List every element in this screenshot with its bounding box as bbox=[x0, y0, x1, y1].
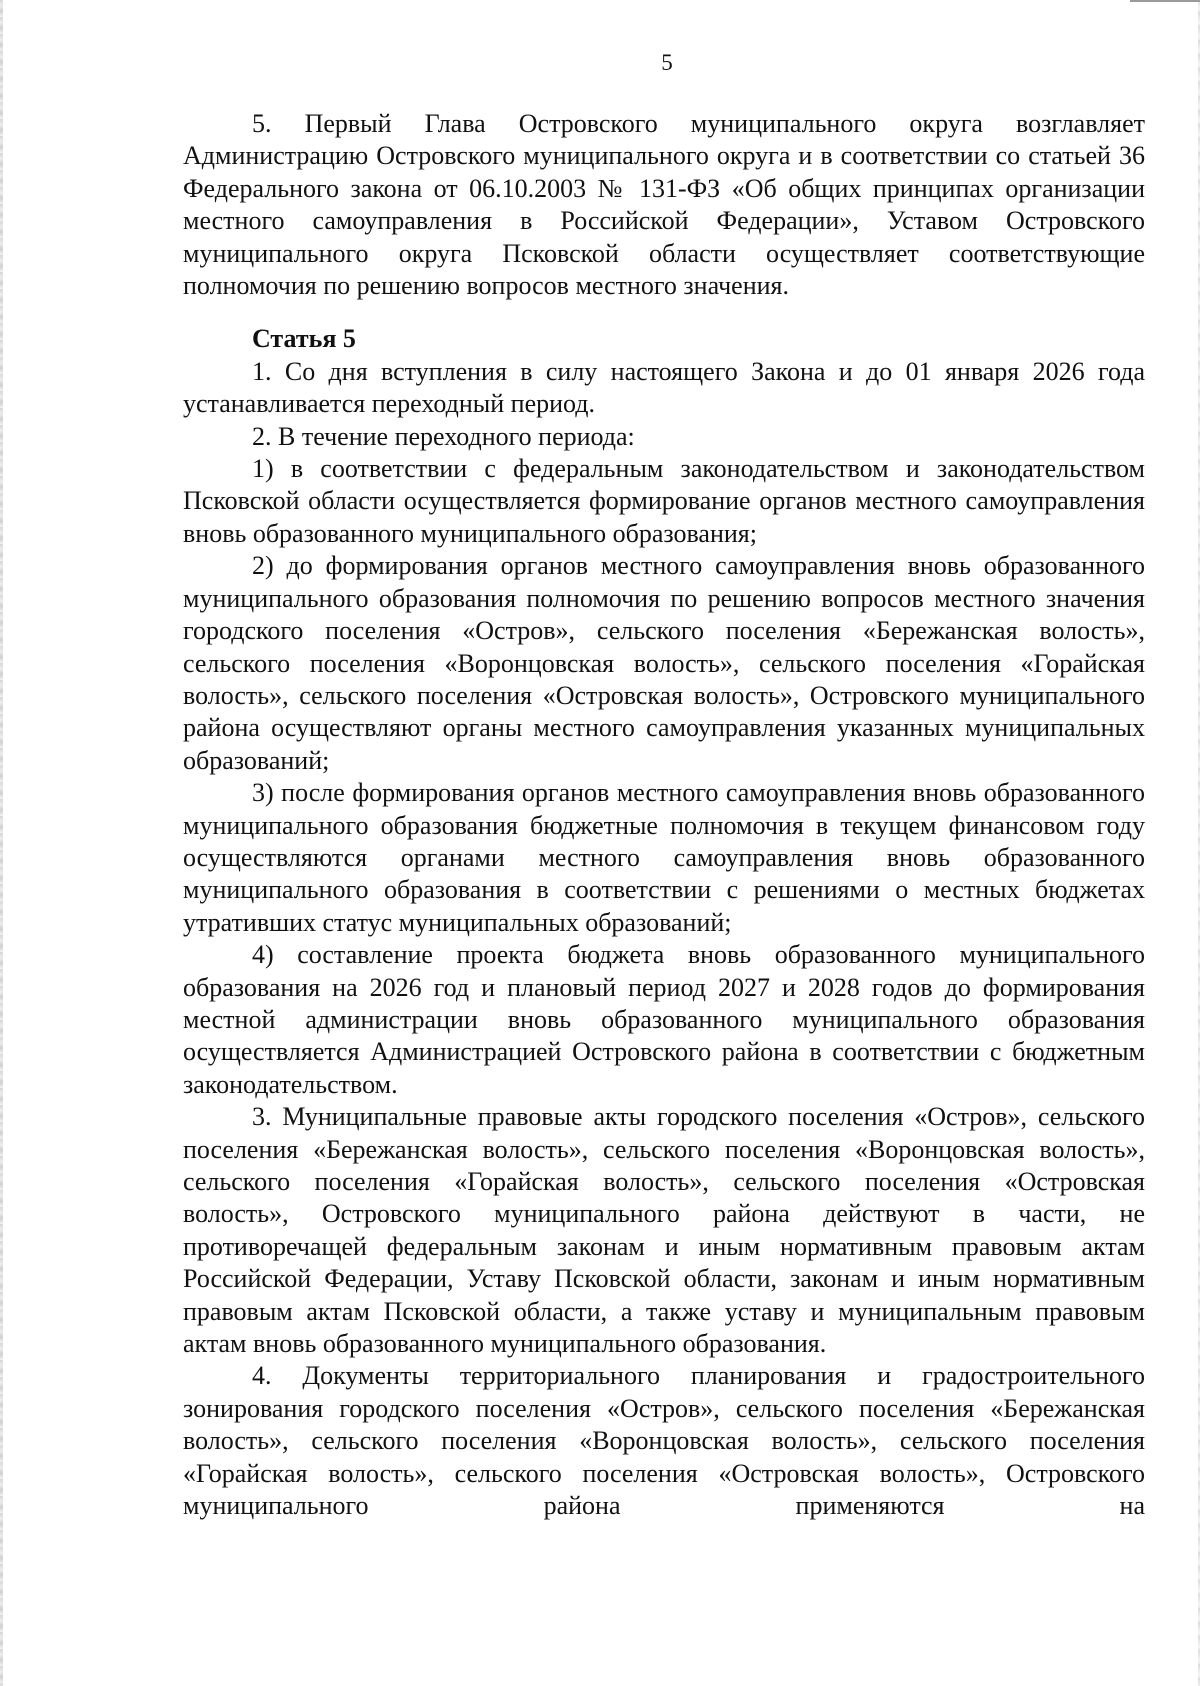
paragraph-2-item-4: 4) составление проекта бюджета вновь образованного муниципального образования на 2026 год и плановый период 2027 и 2028 годов до формирования местной администрации вновь образованного муниципального образования осуществляется Администрацией Островского района в соответствии с бюджетным законодательством. bbox=[183, 940, 1145, 1099]
scan-edge-left bbox=[0, 0, 3, 1686]
paragraph-2: 2. В течение переходного периода: bbox=[252, 421, 635, 451]
paragraph-1: 1. Со дня вступления в силу настоящего Закона и до 01 января 2026 года устанавливается переходный период. bbox=[183, 356, 1145, 419]
document-body bbox=[183, 108, 1145, 1522]
paragraph-2-item-2: 2) до формирования органов местного самоуправления вновь образованного муниципального образования полномочия по решению вопросов местного значения городского поселения «Остров», сельского поселения «Бережанская волость», сельского поселения «Воронцовская волость», сельского поселения «Горайская волость», сельского поселения «Островская волость», Островского муниципального района осуществляют органы местного самоуправления указанных муниципальных образований; bbox=[183, 551, 1145, 775]
paragraph-intro: 5. Первый Глава Островского муниципального округа возглавляет Администрацию Островского муниципального округа и в соответствии со статьей 36 Федерального закона от 06.10.2003 № 131-ФЗ «Об общих принципах организации местного самоуправления в Российской Федерации», Уставом Островского муниципального округа Псковской области осуществляет соответствующие полномочия по решению вопросов местного значения. bbox=[183, 109, 1145, 301]
paragraph-2-item-3: 3) после формирования органов местного самоуправления вновь образованного муниципального образования бюджетные полномочия в текущем финансовом году осуществляются органами местного самоуправления вновь образованного муниципального образования в соответствии с решениями о местных бюджетах утративших статус муниципальных образований; bbox=[183, 778, 1145, 937]
scan-corner-mark bbox=[1130, 0, 1200, 2]
article-heading: Статья 5 bbox=[252, 324, 356, 354]
paragraph-4: 4. Документы территориального планирования и градостроительного зонирования городского поселения «Остров», сельского поселения «Бережанская волость», сельского поселения «Воронцовская волость», сельского поселения «Горайская волость», сельского поселения «Островская волость», Островского муниципального района применяются на bbox=[183, 1361, 1145, 1521]
paragraph-2-item-1: 1) в соответствии с федеральным законодательством и законодательством Псковской области осуществляется формирование органов местного самоуправления вновь образованного муниципального образования; bbox=[183, 454, 1145, 548]
paragraph-3: 3. Муниципальные правовые акты городского поселения «Остров», сельского поселения «Бережанская волость», сельского поселения «Воронцовская волость», сельского поселения «Горайская волость», сельского поселения «Островская волость», Островского муниципального района действуют в части, не противоречащей федеральным законам и иным нормативным правовым актам Российской Федерации, Уставу Псковской области, законам и иным нормативным правовым актам Псковской области, а также уставу и муниципальным правовым актам вновь образованного муниципального образования. bbox=[183, 1102, 1145, 1359]
page-number: 5 bbox=[661, 50, 673, 75]
